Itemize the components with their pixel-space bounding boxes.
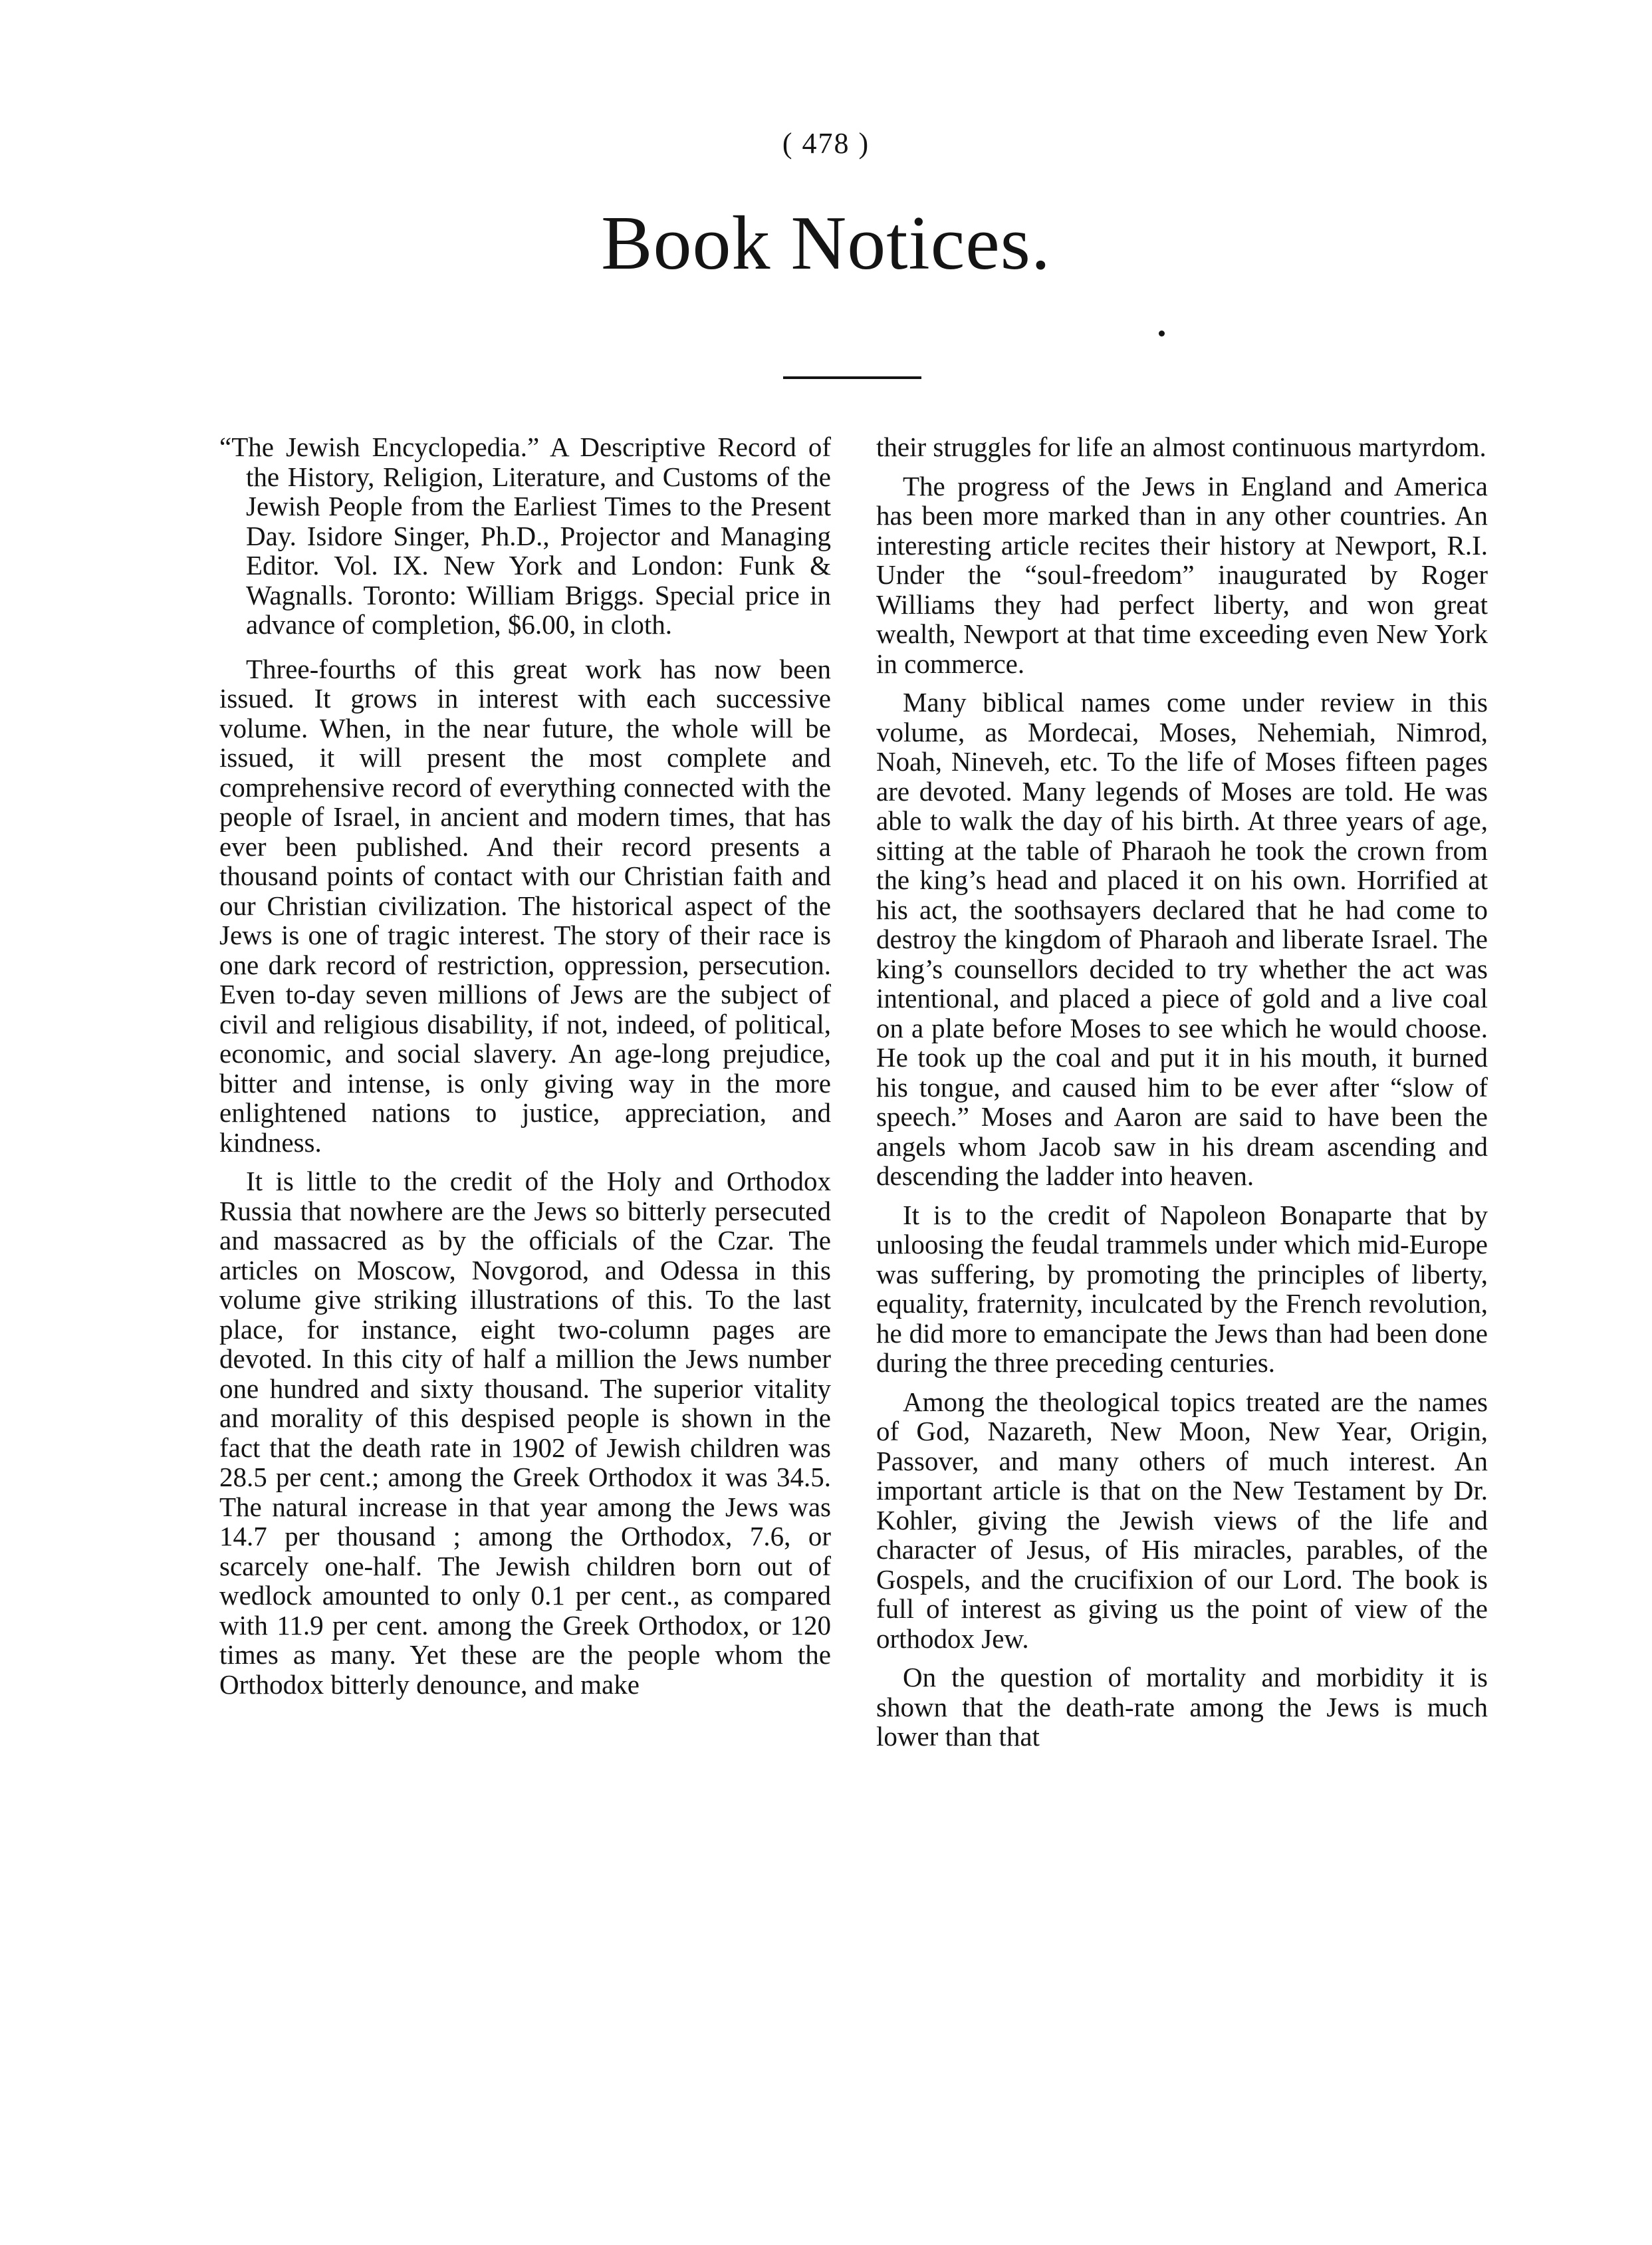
- title-dot: [1159, 330, 1165, 336]
- paragraph: Among the theological topics treated are the names of God, Nazareth, New Moon, New Year, Origin, Passover, and many others of much interest. An important article is that on the New Testament by Dr. Kohler, giving the Jewish views of the life and character of Jesus, of His miracles, parables, of the Gospels, and the crucifixion of our Lord. The book is full of interest as giving us the point of view of the orthodox Jew.: [876, 1386, 1488, 1654]
- page-title: Book Notices.: [601, 201, 1051, 286]
- paragraph: Three-fourths of this great work has now been issued. It grows in interest with each successive volume. When, in the near future, the whole will be issued, it will present the most complete and comprehensive record of everything connected with the people of Israel, in ancient and modern times, that has ever been published. And their record presents a thousand points of contact with our Christian faith and our Christian civilization. The historical aspect of the Jews is one of tragic interest. The story of their race is one dark record of restriction, oppression, persecution. Even to-day seven millions of Jews are the subject of civil and religious disability, if not, indeed, of political, economic, and social slavery. An age-long prejudice, bitter and intense, is only giving way in the more enlightened nations to justice, appreciation, and kindness.: [219, 653, 831, 1158]
- book-heading: “The Jewish Encyclopedia.” A Descriptive Record of the History, Religion, Literature, and Customs of the Jewish People from the Earliest Times to the Present Day. Isidore Singer, Ph.D., Projector and Managing Editor. Vol. IX. New York and London: Funk & Wagnalls. Toronto: William Briggs. Special price in advance of completion, $6.00, in cloth.: [219, 432, 831, 640]
- left-column: [219, 432, 831, 1708]
- title-rule: [783, 376, 921, 379]
- paragraph: Many biblical names come under review in this volume, as Mordecai, Moses, Nehemiah, Nimrod, Noah, Nineveh, etc. To the life of Moses fifteen pages are devoted. Many legends of Moses are told. He was able to walk the day of his birth. At three years of age, sitting at the table of Pharaoh he took the crown from the king’s head and placed it on his own. Horrified at his act, the soothsayers declared that he had come to destroy the kingdom of Pharaoh and liberate Israel. The king’s counsellors decided to try whether the act was intentional, and placed a piece of gold and a live coal on a plate before Moses to see which he would choose. He took up the coal and put it in his mouth, it burned his tongue, and caused him to be ever after “slow of speech.” Moses and Aaron are said to have been the angels whom Jacob saw in his dream ascending and descending the ladder into heaven.: [876, 687, 1488, 1191]
- paragraph: The progress of the Jews in England and America has been more marked than in any other countries. An interesting article recites their history at Newport, R.I. Under the “soul-freedom” inaugurated by Roger Williams they had perfect liberty, and won great wealth, Newport at that time exceeding even New York in commerce.: [876, 470, 1488, 679]
- page-number: ( 478 ): [782, 127, 870, 160]
- paragraph: On the question of mortality and morbidity it is shown that the death-rate among the Jews is much lower than that: [876, 1662, 1488, 1752]
- paragraph-continuation: their struggles for life an almost continuous martyrdom.: [876, 432, 1486, 462]
- paragraph: It is to the credit of Napoleon Bonaparte that by unloosing the feudal trammels under which mid-Europe was suffering, by promoting the principles of liberty, equality, fraternity, inculcated by the French revolution, he did more to emancipate the Jews than had been done during the three preceding centuries.: [876, 1199, 1488, 1378]
- right-column: [876, 432, 1488, 1761]
- paragraph: It is little to the credit of the Holy and Orthodox Russia that nowhere are the Jews so bitterly persecuted and massacred as by the officials of the Czar. The articles on Moscow, Novgorod, and Odessa in this volume give striking illustrations of this. To the last place, for instance, eight two-column pages are devoted. In this city of half a million the Jews number one hundred and sixty thousand. The superior vitality and morality of this despised people is shown in the fact that the death rate in 1902 of Jewish children was 28.5 per cent.; among the Greek Orthodox it was 34.5. The natural increase in that year among the Jews was 14.7 per thousand ; among the Orthodox, 7.6, or scarcely one-half. The Jewish children born out of wedlock amounted to only 0.1 per cent., as compared with 11.9 per cent. among the Greek Orthodox, or 120 times as many. Yet these are the people whom the Orthodox bitterly denounce, and make: [219, 1166, 831, 1700]
